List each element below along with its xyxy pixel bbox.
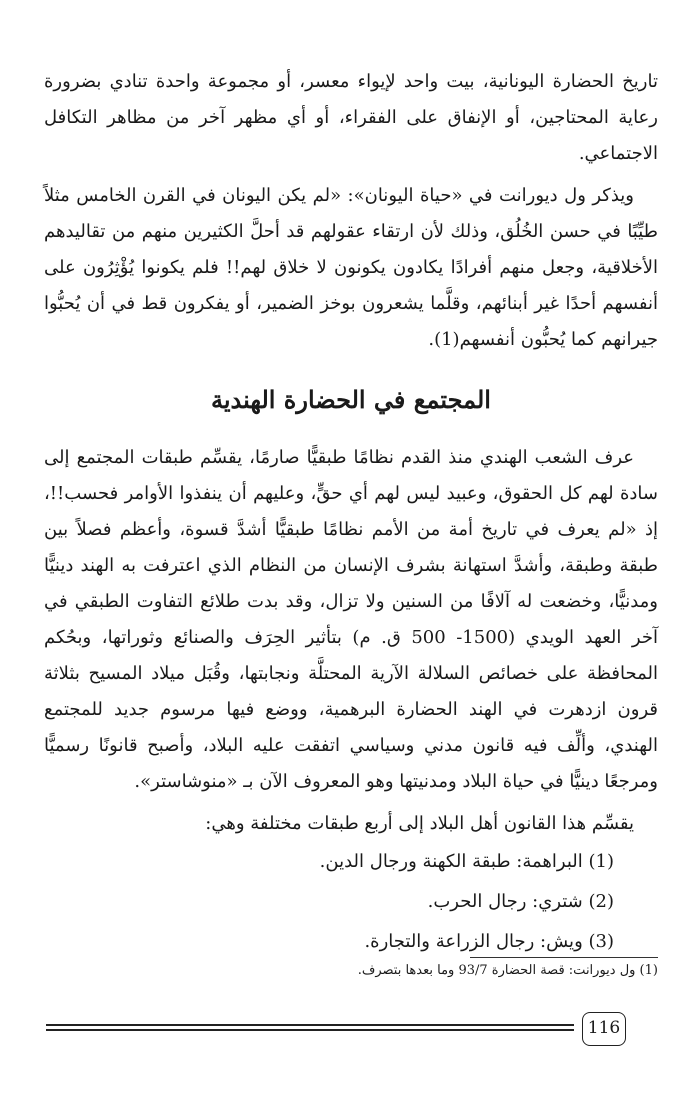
footnote-divider	[470, 957, 658, 958]
body-text	[44, 64, 658, 962]
section-heading: المجتمع في الحضارة الهندية	[211, 385, 491, 414]
paragraph-2: ويذكر ول ديورانت في «حياة اليونان»: «لم يكن اليونان في القرن الخامس مثلاً طيِّبًا في حسن الخُلُق، وذلك لأن ارتقاء عقولهم قد أحلَّ الكثيرين منهم من تقاليدهم الأخلاقية، وجعل منهم أفرادًا يكادون يكونون لا خلاق لهم!! فلم يكونوا يُؤْثِرُون على أنفسهم أحدًا غير أبنائهم، وقلَّما يشعرون بوخز الضمير، أو يفكرون قط في أن يُحبُّوا جيرانهم كما يُحبُّون أنفسهم(1).	[44, 185, 658, 350]
list-item-3: (3) ويش: رجال الزراعة والتجارة.	[364, 931, 614, 952]
footer-rule	[46, 1024, 574, 1036]
list-item-1: (1) البراهمة: طبقة الكهنة ورجال الدين.	[319, 851, 614, 872]
list-intro: يقسِّم هذا القانون أهل البلاد إلى أربع طبقات مختلفة وهي:	[205, 813, 634, 834]
paragraph-3: عرف الشعب الهندي منذ القدم نظامًا طبقيًّا صارمًا، يقسِّم طبقات المجتمع إلى سادة لهم كل الحقوق، وعبيد ليس لهم أي حقٍّ، وعليهم أن ينفذوا الأوامر فحسب!!، إذ «لم يعرف في تاريخ أمة من الأمم نظامًا طبقيًّا أشدَّ قسوة، وأعظم فصلاً بين طبقة وطبقة، وأشدَّ استهانة بشرف الإنسان من النظام الذي اعترفت به الهند دينيًّا ومدنيًّا، وخضعت له آلافًا من السنين ولا تزال، وقد بدت طلائع التفاوت الطبقي في آخر العهد الويدي (1500- 500 ق. م) بتأثير الحِرَف والصنائع وثوراتها، وبحُكم المحافظة على خصائص السلالة الآرية المحتلَّة ونجابتها، وقُبَل ميلاد المسيح بثلاثة قرون ازدهرت في الهند الحضارة البرهمية، ووضع فيها مرسوم جديد للمجتمع الهندي، وألِّف فيه قانون مدني وسياسي اتفقت عليه البلاد، وأصبح قانونًا رسميًّا ومرجعًا دينيًّا في حياة البلاد ومدنيتها وهو المعروف الآن بـ «منوشاستر».	[44, 447, 658, 792]
page-number: 116	[582, 1012, 626, 1046]
list-item-2: (2) شتري: رجال الحرب.	[427, 891, 614, 912]
footnote: (1) ول ديورانت: قصة الحضارة 93/7 وما بعدها بتصرف.	[357, 963, 658, 978]
paragraph-1: تاريخ الحضارة اليونانية، بيت واحد لإيواء معسر، أو مجموعة واحدة تنادي بضرورة رعاية المحتاجين، أو الإنفاق على الفقراء، أو أي مظهر آخر من مظاهر التكافل الاجتماعي.	[44, 71, 658, 164]
